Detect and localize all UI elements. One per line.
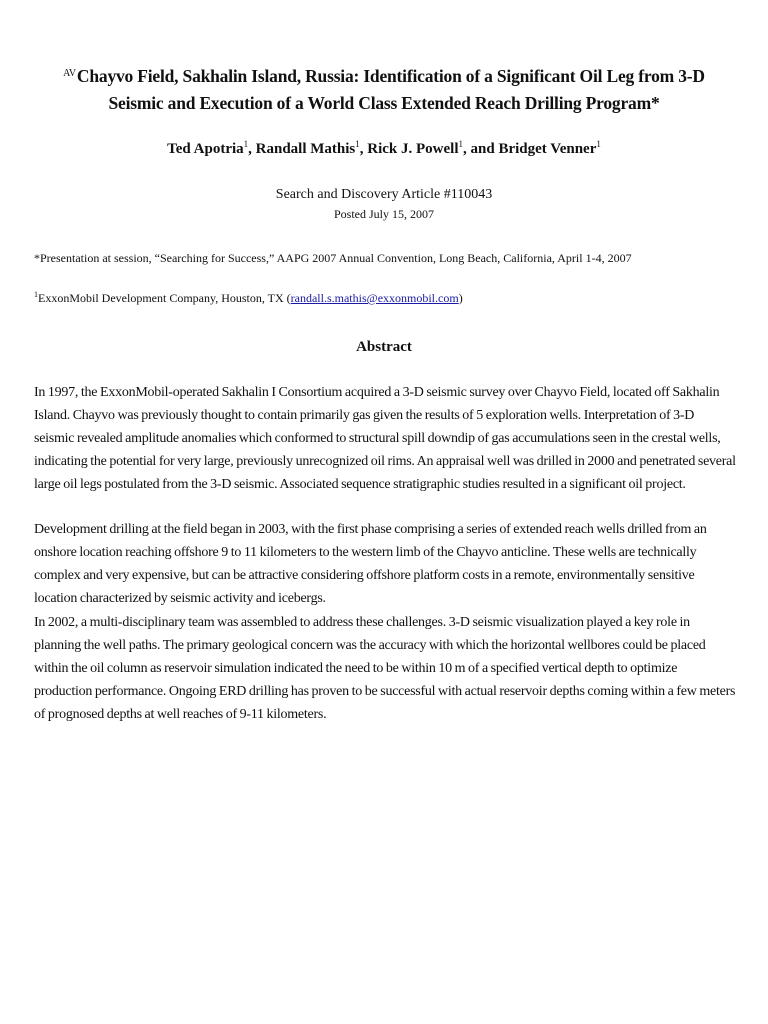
author-separator: , bbox=[359, 141, 368, 157]
article-series-number: Search and Discovery Article #110043 bbox=[275, 187, 493, 202]
author-email-link[interactable]: randall.s.mathis@exxonmobil.com bbox=[290, 291, 459, 305]
title-superscript: AV bbox=[63, 68, 76, 79]
author-affiliation-mark: 1 bbox=[596, 139, 601, 149]
affiliation-close: ) bbox=[458, 291, 463, 305]
affiliation-line bbox=[34, 289, 734, 307]
author-name: Rick J. Powell bbox=[367, 141, 459, 157]
author-name: Ted Apotria bbox=[167, 141, 244, 157]
title-text: Chayvo Field, Sakhalin Island, Russia: Identification of a Significant Oil Leg from 3-D Seismic and Execution of a World Class Extended Reach Drilling Program* bbox=[76, 66, 705, 113]
author-list bbox=[40, 138, 728, 160]
author-name: Bridget Venner bbox=[498, 141, 597, 157]
author-name: Randall Mathis bbox=[255, 141, 356, 157]
abstract-paragraph: In 1997, the ExxonMobil-operated Sakhalin I Consortium acquired a 3-D seismic survey over Chayvo Field, located off Sakhalin Island. Chayvo was previously thought to contain primarily gas given the results of 5 exploration wells. Interpretation of 3-D seismic revealed amplitude anomalies which conformed to structural spill downdip of gas accumulations seen in the crestal wells, indicating the potential for very large, previously unrecognized oil rims. An appraisal well was drilled in 2000 and penetrated several large oil legs postulated from the 3-D seismic. Associated sequence stratigraphic studies resulted in a significant oil project. bbox=[34, 385, 736, 492]
abstract-paragraph: In 2002, a multi-disciplinary team was assembled to address these challenges. 3-D seismic visualization played a key role in planning the well paths. The primary geological concern was the accuracy with which the horizontal wellbores could be placed within the oil column as reservoir simulation indicated the need to be within 10 m of a specified vertical depth to optimize production performance. Ongoing ERD drilling has proven to be successful with actual reservoir depths coming within a few meters of prognosed depths at well reaches of 9-11 kilometers. bbox=[34, 615, 736, 722]
author-separator: , and bbox=[463, 141, 499, 157]
affiliation-mark: 1 bbox=[34, 290, 38, 299]
author-affiliation-mark: 1 bbox=[355, 139, 360, 149]
affiliation-text: ExxonMobil Development Company, Houston, TX ( bbox=[38, 291, 291, 305]
author-separator: , bbox=[248, 141, 256, 157]
presentation-note: *Presentation at session, “Searching for Success,” AAPG 2007 Annual Convention, Long Beach, California, April 1-4, 2007 bbox=[34, 251, 632, 265]
posted-date: Posted July 15, 2007 bbox=[333, 207, 434, 221]
abstract-paragraph: Development drilling at the field began in 2003, with the first phase comprising a series of extended reach wells drilled from an onshore location reaching offshore 9 to 11 kilometers to the western limb of the Chayvo anticline. These wells are technically complex and very expensive, but can be attractive considering offshore platform costs in a remote, environmentally sensitive location characterized by seismic activity and icebergs. bbox=[34, 522, 707, 606]
author-affiliation-mark: 1 bbox=[458, 139, 464, 149]
abstract-heading: Abstract bbox=[356, 339, 412, 355]
article-title bbox=[40, 60, 728, 117]
author-affiliation-mark: 1 bbox=[243, 139, 249, 149]
